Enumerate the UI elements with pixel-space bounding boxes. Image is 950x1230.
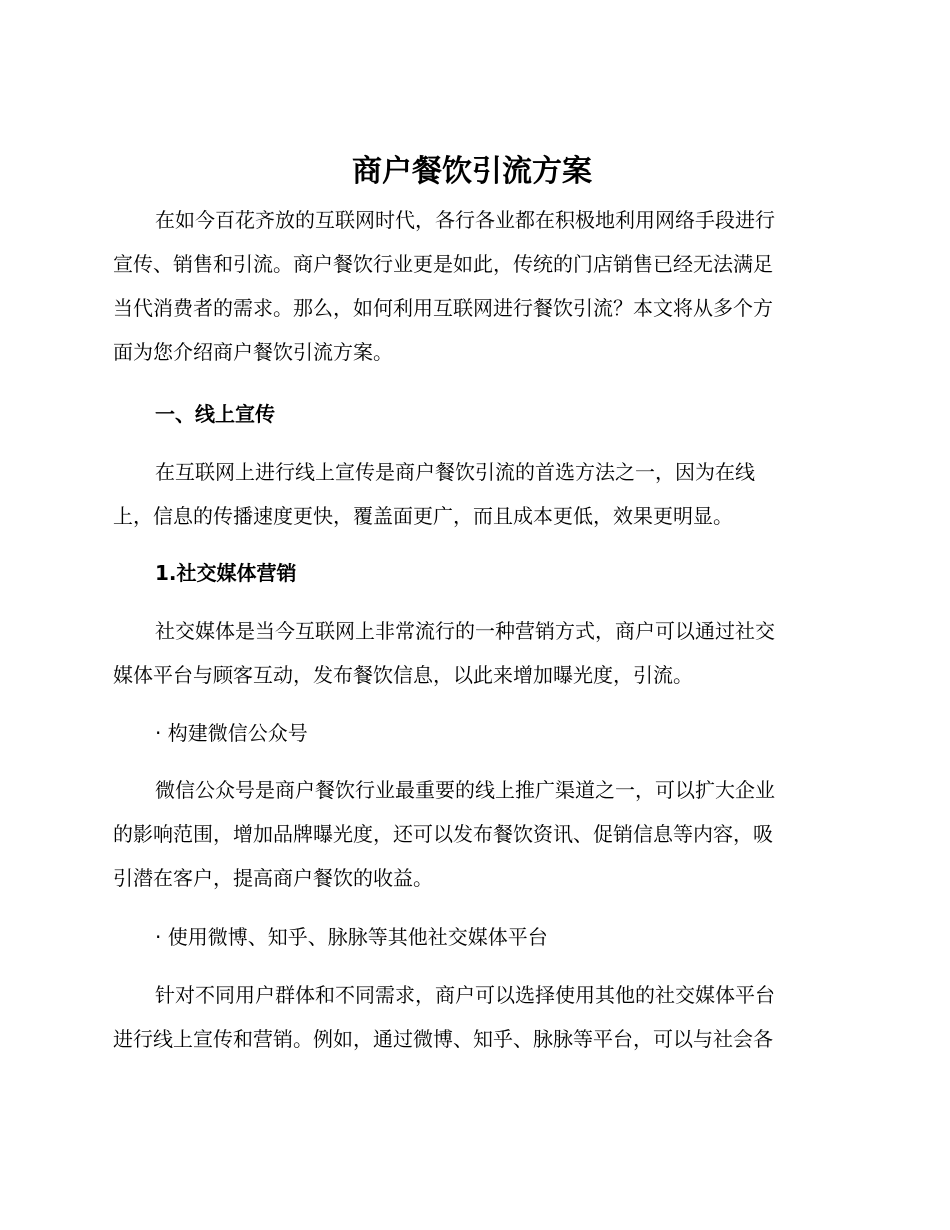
bullet1-line-1: 微信公众号是商户餐饮行业最重要的线上推广渠道之一，可以扩大企业 (155, 778, 775, 802)
sub1-paragraph (113, 609, 831, 697)
sub1-line-1: 社交媒体是当今互联网上非常流行的一种营销方式，商户可以通过社交 (155, 619, 775, 643)
section1-line-2: 上，信息的传播速度更快，覆盖面更广，而且成本更低，效果更明显。 (113, 504, 733, 528)
intro-line-2: 宣传、销售和引流。商户餐饮行业更是如此，传统的门店销售已经无法满足 (113, 252, 773, 276)
bullet-other-social-platforms: · 使用微博、知乎、脉脉等其他社交媒体平台 (155, 925, 548, 949)
bullet-wechat-account: · 构建微信公众号 (155, 721, 308, 745)
bullet2-line-1: 针对不同用户群体和不同需求，商户可以选择使用其他的社交媒体平台 (155, 983, 775, 1007)
sub1-line-2: 媒体平台与顾客互动，发布餐饮信息，以此来增加曝光度，引流。 (113, 663, 693, 687)
bullet2-line-2: 进行线上宣传和营销。例如，通过微博、知乎、脉脉等平台，可以与社会各 (113, 1027, 773, 1051)
section1-line-1: 在互联网上进行线上宣传是商户餐饮引流的首选方法之一，因为在线 (155, 460, 755, 484)
section1-paragraph (113, 450, 831, 538)
intro-line-3: 当代消费者的需求。那么，如何利用互联网进行餐饮引流？本文将从多个方 (113, 296, 773, 320)
intro-paragraph (113, 198, 831, 374)
section-heading-online-promotion: 一、线上宣传 (155, 402, 275, 426)
intro-line-4: 面为您介绍商户餐饮引流方案。 (113, 340, 393, 364)
bullet1-line-3: 引潜在客户，提高商户餐饮的收益。 (113, 866, 433, 890)
bullet1-line-2: 的影响范围，增加品牌曝光度，还可以发布餐饮资讯、促销信息等内容，吸 (113, 822, 773, 846)
subsection-heading-social-media: 1.社交媒体营销 (155, 561, 297, 585)
bullet2-paragraph (113, 973, 831, 1061)
document-title: 商户餐饮引流方案 (352, 154, 592, 189)
bullet1-paragraph (113, 768, 831, 900)
intro-line-1: 在如今百花齐放的互联网时代，各行各业都在积极地利用网络手段进行 (155, 208, 775, 232)
